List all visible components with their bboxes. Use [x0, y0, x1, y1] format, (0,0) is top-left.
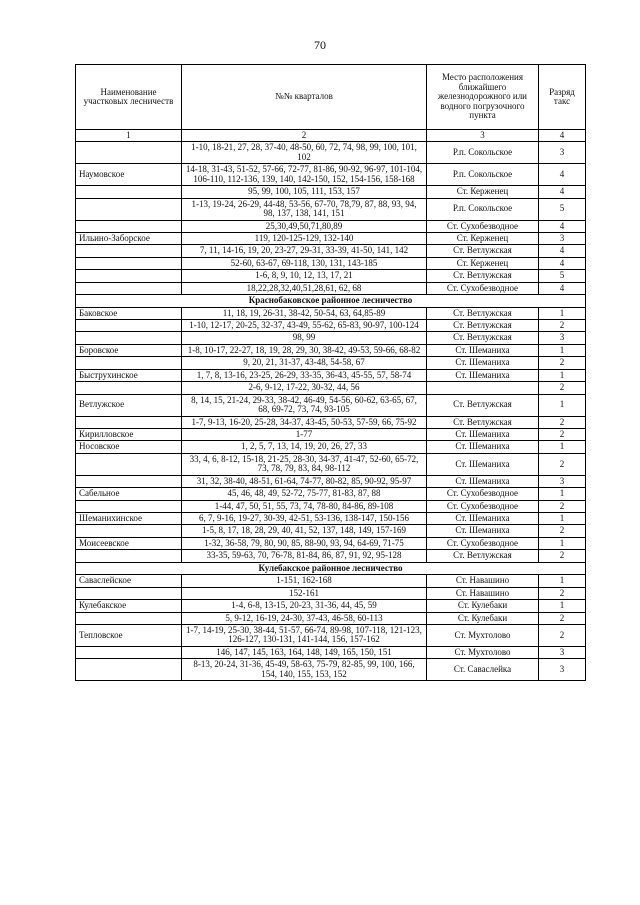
- table-row: [76, 441, 586, 453]
- tax-rank-cell: 2: [539, 624, 586, 646]
- loading-point-cell: [427, 382, 539, 394]
- quarters-cell: 5, 9-12, 16-19, 24-30, 37-43, 46-58, 60-113: [182, 612, 427, 624]
- table-row: [76, 220, 586, 232]
- forestry-tax-table: [75, 64, 586, 681]
- loading-point-cell: Ст. Навашино: [427, 587, 539, 599]
- table-row: [76, 332, 586, 344]
- forestry-name-cell: [76, 257, 182, 269]
- forestry-name-cell: [76, 220, 182, 232]
- loading-point-cell: Ст. Ветлужская: [427, 307, 539, 319]
- forestry-name-cell: [76, 282, 182, 294]
- forestry-name-cell: Кирилловское: [76, 428, 182, 440]
- tax-rank-cell: 3: [539, 646, 586, 658]
- table-row: [76, 357, 586, 369]
- table-row: [76, 646, 586, 658]
- loading-point-cell: Ст. Сухобезводное: [427, 220, 539, 232]
- table-row: [76, 232, 586, 244]
- column-number: 4: [539, 130, 586, 142]
- loading-point-cell: Ст. Саваслейка: [427, 659, 539, 681]
- loading-point-cell: Ст. Навашино: [427, 575, 539, 587]
- table-row: [76, 659, 586, 681]
- loading-point-cell: Ст. Шеманиха: [427, 513, 539, 525]
- loading-point-cell: Ст. Шеманиха: [427, 369, 539, 381]
- forestry-name-cell: Носовское: [76, 441, 182, 453]
- forestry-name-cell: [76, 646, 182, 658]
- tax-rank-cell: 1: [539, 344, 586, 356]
- table-row: [76, 550, 586, 562]
- quarters-cell: 1-44, 47, 50, 51, 55, 73, 74, 78-80, 84-86, 89-108: [182, 500, 427, 512]
- tax-rank-cell: 2: [539, 587, 586, 599]
- quarters-cell: 1, 7, 8, 13-16, 23-25, 26-29, 33-35, 36-43, 45-55, 57, 58-74: [182, 369, 427, 381]
- table-row: [76, 525, 586, 537]
- forestry-name-cell: [76, 186, 182, 198]
- tax-rank-cell: 2: [539, 416, 586, 428]
- loading-point-cell: Ст. Шеманиха: [427, 525, 539, 537]
- forestry-name-cell: [76, 382, 182, 394]
- table-row: [76, 282, 586, 294]
- tax-rank-cell: 1: [539, 394, 586, 416]
- table-row: [76, 500, 586, 512]
- table-row: [76, 475, 586, 487]
- tax-rank-cell: 3: [539, 332, 586, 344]
- table-row: [76, 612, 586, 624]
- tax-rank-cell: 4: [539, 282, 586, 294]
- table-row: [76, 600, 586, 612]
- table-row: [76, 307, 586, 319]
- column-number: 1: [76, 130, 182, 142]
- column-number: 2: [182, 130, 427, 142]
- tax-rank-cell: 3: [539, 659, 586, 681]
- table-header-row: [76, 65, 586, 130]
- table-body: [76, 142, 586, 681]
- forestry-name-cell: Тепловское: [76, 624, 182, 646]
- table-row: [76, 428, 586, 440]
- forestry-name-cell: [76, 357, 182, 369]
- tax-rank-cell: 1: [539, 369, 586, 381]
- forestry-name-cell: [76, 500, 182, 512]
- table-row: [76, 186, 586, 198]
- quarters-cell: 152-161: [182, 587, 427, 599]
- tax-rank-cell: 1: [539, 441, 586, 453]
- quarters-cell: 33, 4, 6, 8-12, 15-18, 21-25, 28-30, 34-37, 41-47, 52-60, 65-72, 73, 78, 79, 83, 84, 98-112: [182, 453, 427, 475]
- quarters-cell: 18,22,28,32,40,51,28,61, 62, 68: [182, 282, 427, 294]
- table-row: [76, 453, 586, 475]
- table-row: [76, 382, 586, 394]
- forestry-name-cell: [76, 587, 182, 599]
- tax-rank-cell: 3: [539, 232, 586, 244]
- tax-rank-cell: 4: [539, 164, 586, 186]
- loading-point-cell: Ст. Ветлужская: [427, 416, 539, 428]
- quarters-cell: 9, 20, 21, 31-37, 43-48, 54-58, 67: [182, 357, 427, 369]
- table-row: [76, 587, 586, 599]
- table-row: [76, 369, 586, 381]
- tax-rank-cell: 1: [539, 537, 586, 549]
- forestry-name-cell: [76, 550, 182, 562]
- forestry-name-cell: [76, 659, 182, 681]
- forestry-name-cell: Баковское: [76, 307, 182, 319]
- forestry-name-cell: Наумовское: [76, 164, 182, 186]
- tax-rank-cell: 2: [539, 500, 586, 512]
- loading-point-cell: Ст. Шеманиха: [427, 357, 539, 369]
- quarters-cell: 33-35, 59-63, 70, 76-78, 81-84, 86, 87, 91, 92, 95-128: [182, 550, 427, 562]
- loading-point-cell: Ст. Керженец: [427, 257, 539, 269]
- tax-rank-cell: 4: [539, 245, 586, 257]
- tax-rank-cell: 1: [539, 307, 586, 319]
- table-row: [76, 142, 586, 164]
- header-loading-point: Место расположения ближайшего железнодорожного или водного погрузочного пункта: [427, 65, 539, 130]
- forestry-name-cell: Сабельное: [76, 488, 182, 500]
- tax-rank-cell: 2: [539, 382, 586, 394]
- quarters-cell: 1-32, 36-58, 79, 80, 90, 85, 88-90, 93, 94, 64-69, 71-75: [182, 537, 427, 549]
- loading-point-cell: Ст. Кулебаки: [427, 600, 539, 612]
- quarters-cell: 7, 11, 14-16, 19, 20, 23-27, 29-31, 33-39, 41-50, 141, 142: [182, 245, 427, 257]
- tax-rank-cell: 4: [539, 186, 586, 198]
- loading-point-cell: Ст. Сухобезводное: [427, 500, 539, 512]
- forestry-name-cell: [76, 525, 182, 537]
- quarters-cell: 95, 99, 100, 105, 111, 153, 157: [182, 186, 427, 198]
- section-row: [76, 562, 586, 574]
- loading-point-cell: Ст. Ветлужская: [427, 245, 539, 257]
- forestry-name-cell: Саваслейское: [76, 575, 182, 587]
- tax-rank-cell: 2: [539, 320, 586, 332]
- header-forestry-name: Наименование участковых лесничеств: [76, 65, 182, 130]
- tax-rank-cell: 2: [539, 612, 586, 624]
- page-number: 70: [314, 38, 326, 52]
- loading-point-cell: Ст. Ветлужская: [427, 332, 539, 344]
- quarters-cell: 8-13, 20-24, 31-36, 45-49, 58-63, 75-79, 82-85, 99, 100, 166, 154, 140, 155, 153, 152: [182, 659, 427, 681]
- loading-point-cell: Ст. Ветлужская: [427, 550, 539, 562]
- loading-point-cell: Ст. Керженец: [427, 186, 539, 198]
- header-quarters: №№ кварталов: [182, 65, 427, 130]
- forestry-name-cell: Боровское: [76, 344, 182, 356]
- forestry-name-cell: [76, 416, 182, 428]
- section-title: Краснобаковское районное лесничество: [76, 295, 586, 307]
- table-row: [76, 257, 586, 269]
- forestry-name-cell: [76, 332, 182, 344]
- forestry-name-cell: Быструхинское: [76, 369, 182, 381]
- forestry-name-cell: [76, 453, 182, 475]
- quarters-cell: 1-8, 10-17, 22-27, 18, 19, 28, 29, 30, 38-42, 49-53, 59-66, 68-82: [182, 344, 427, 356]
- loading-point-cell: Ст. Керженец: [427, 232, 539, 244]
- tax-rank-cell: 1: [539, 488, 586, 500]
- table-row: [76, 488, 586, 500]
- loading-point-cell: Ст. Ветлужская: [427, 270, 539, 282]
- section-row: [76, 295, 586, 307]
- quarters-cell: 119, 120-125-129, 132-140: [182, 232, 427, 244]
- loading-point-cell: Ст. Шеманиха: [427, 428, 539, 440]
- quarters-cell: 8, 14, 15, 21-24, 29-33, 38-42, 46-49, 54-56, 60-62, 63-65, 67, 68, 69-72, 73, 74, 93-105: [182, 394, 427, 416]
- loading-point-cell: Ст. Сухобезводное: [427, 488, 539, 500]
- loading-point-cell: Р.п. Сокольское: [427, 198, 539, 220]
- quarters-cell: 31, 32, 38-40, 48-51, 61-64, 74-77, 80-82, 85, 90-92, 95-97: [182, 475, 427, 487]
- header-tax-rank: Разряд такс: [539, 65, 586, 130]
- quarters-cell: 14-18, 31-43, 51-52, 57-66, 72-77, 81-86, 90-92, 96-97, 101-104, 106-110, 112-136, 139, 140, 142-150, 152, 154-156, 158-168: [182, 164, 427, 186]
- quarters-cell: 25,30,49,50,71,80,89: [182, 220, 427, 232]
- quarters-cell: 52-60, 63-67, 69-118, 130, 131, 143-185: [182, 257, 427, 269]
- table-row: [76, 270, 586, 282]
- tax-rank-cell: 2: [539, 357, 586, 369]
- loading-point-cell: Ст. Ветлужская: [427, 394, 539, 416]
- column-number: 3: [427, 130, 539, 142]
- forestry-name-cell: Ильино-Заборское: [76, 232, 182, 244]
- tax-rank-cell: 2: [539, 453, 586, 475]
- table-row: [76, 344, 586, 356]
- loading-point-cell: Р.п. Сокольское: [427, 164, 539, 186]
- table-row: [76, 624, 586, 646]
- quarters-cell: 6, 7, 9-16, 19-27, 30-39, 42-51, 53-136, 138-147, 150-156: [182, 513, 427, 525]
- forestry-name-cell: [76, 198, 182, 220]
- quarters-cell: 1-4, 6-8, 13-15, 20-23, 31-36, 44, 45, 59: [182, 600, 427, 612]
- table-row: [76, 394, 586, 416]
- section-title: Кулебакское районное лесничество: [76, 562, 586, 574]
- forestry-name-cell: Шеманихинское: [76, 513, 182, 525]
- quarters-cell: 1-7, 9-13, 16-20, 25-28, 34-37, 43-45, 50-53, 57-59, 66, 75-92: [182, 416, 427, 428]
- loading-point-cell: Ст. Мухтолово: [427, 624, 539, 646]
- tax-rank-cell: 4: [539, 220, 586, 232]
- quarters-cell: 98, 99: [182, 332, 427, 344]
- forestry-name-cell: Кулебакское: [76, 600, 182, 612]
- forestry-name-cell: [76, 270, 182, 282]
- tax-rank-cell: 2: [539, 428, 586, 440]
- quarters-cell: 45, 46, 48, 49, 52-72, 75-77, 81-83, 87, 88: [182, 488, 427, 500]
- quarters-cell: 1-6, 8, 9, 10, 12, 13, 17, 21: [182, 270, 427, 282]
- loading-point-cell: Ст. Ветлужская: [427, 320, 539, 332]
- quarters-cell: 1, 2, 5, 7, 13, 14, 19, 20, 26, 27, 33: [182, 441, 427, 453]
- quarters-cell: 1-151, 162-168: [182, 575, 427, 587]
- forestry-name-cell: [76, 475, 182, 487]
- loading-point-cell: Ст. Мухтолово: [427, 646, 539, 658]
- tax-rank-cell: 1: [539, 575, 586, 587]
- tax-rank-cell: 1: [539, 600, 586, 612]
- tax-rank-cell: 2: [539, 550, 586, 562]
- table-row: [76, 245, 586, 257]
- table-row: [76, 416, 586, 428]
- forestry-name-cell: [76, 142, 182, 164]
- forestry-name-cell: [76, 320, 182, 332]
- loading-point-cell: Ст. Шеманиха: [427, 475, 539, 487]
- loading-point-cell: Ст. Сухобезводное: [427, 282, 539, 294]
- quarters-cell: 146, 147, 145, 163, 164, 148, 149, 165, 150, 151: [182, 646, 427, 658]
- table-row: [76, 164, 586, 186]
- forestry-name-cell: [76, 245, 182, 257]
- loading-point-cell: Ст. Шеманиха: [427, 453, 539, 475]
- forestry-name-cell: Моисеевское: [76, 537, 182, 549]
- loading-point-cell: Ст. Сухобезводное: [427, 537, 539, 549]
- quarters-cell: 1-7, 14-19, 25-30, 38-44, 51-57, 66-74, 89-98, 107-118, 121-123, 126-127, 130-131, 141-144, 156, 157-162: [182, 624, 427, 646]
- quarters-cell: 11, 18, 19, 26-31, 38-42, 50-54, 63, 64,85-89: [182, 307, 427, 319]
- tax-rank-cell: 5: [539, 270, 586, 282]
- quarters-cell: 1-5, 8, 17, 18, 28, 29, 40, 41, 52, 137, 148, 149, 157-169: [182, 525, 427, 537]
- quarters-cell: 2-6, 9-12, 17-22, 30-32, 44, 56: [182, 382, 427, 394]
- table-row: [76, 513, 586, 525]
- tax-rank-cell: 3: [539, 475, 586, 487]
- tax-rank-cell: 5: [539, 198, 586, 220]
- table-row: [76, 537, 586, 549]
- tax-rank-cell: 2: [539, 525, 586, 537]
- tax-rank-cell: 4: [539, 257, 586, 269]
- quarters-cell: 1-10, 12-17, 20-25, 32-37, 43-49, 55-62, 65-83, 90-97, 100-124: [182, 320, 427, 332]
- quarters-cell: 1-77: [182, 428, 427, 440]
- table-row: [76, 320, 586, 332]
- column-number-row: [76, 130, 586, 142]
- tax-rank-cell: 1: [539, 513, 586, 525]
- loading-point-cell: Ст. Шеманиха: [427, 441, 539, 453]
- loading-point-cell: Ст. Кулебаки: [427, 612, 539, 624]
- quarters-cell: 1-13, 19-24, 26-29, 44-48, 53-56, 67-70, 78,79, 87, 88, 93, 94, 98, 137, 138, 141, 151: [182, 198, 427, 220]
- forestry-name-cell: Ветлужское: [76, 394, 182, 416]
- table-row: [76, 198, 586, 220]
- forestry-name-cell: [76, 612, 182, 624]
- table-row: [76, 575, 586, 587]
- loading-point-cell: Р.п. Сокольское: [427, 142, 539, 164]
- quarters-cell: 1-10, 18-21, 27, 28, 37-40, 48-50, 60, 72, 74, 98, 99, 100, 101, 102: [182, 142, 427, 164]
- loading-point-cell: Ст. Шеманиха: [427, 344, 539, 356]
- tax-rank-cell: 3: [539, 142, 586, 164]
